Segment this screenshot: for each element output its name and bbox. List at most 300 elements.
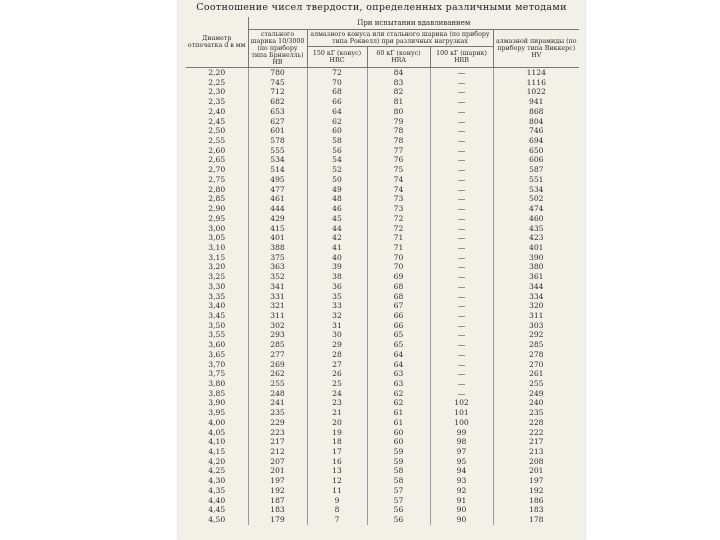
- cell-hrc: 56: [307, 146, 367, 156]
- cell-hrc: 26: [307, 369, 367, 379]
- cell-diameter: 4,45: [208, 505, 226, 515]
- cell-hrc: 20: [307, 418, 367, 428]
- cell-hrb: —: [430, 146, 493, 156]
- cell-hra: 65: [367, 330, 430, 340]
- cell-hb: 352: [248, 272, 307, 282]
- cell-hv: 361: [493, 272, 579, 282]
- cell-diameter: 4,05: [208, 427, 226, 437]
- cell-diameter: 4,40: [208, 495, 226, 505]
- table-row: [186, 496, 579, 506]
- table-row: [186, 418, 579, 428]
- table-row: [186, 204, 579, 214]
- cell-hb: 187: [248, 496, 307, 506]
- cell-hra: 78: [367, 126, 430, 136]
- table-row: [186, 437, 579, 447]
- cell-hv: 183: [493, 505, 579, 515]
- cell-hb: 179: [248, 515, 307, 525]
- cell-hra: 74: [367, 185, 430, 195]
- table-row: [186, 253, 579, 263]
- cell-hv: 380: [493, 262, 579, 272]
- cell-hv: 1124: [493, 68, 579, 78]
- table-row: [186, 107, 579, 117]
- cell-hv: 192: [493, 486, 579, 496]
- cell-hrc: 33: [307, 301, 367, 311]
- cell-hra: 63: [367, 379, 430, 389]
- cell-hb: 534: [248, 155, 307, 165]
- cell-hv: 606: [493, 155, 579, 165]
- cell-hv: 186: [493, 496, 579, 506]
- cell-hrb: 101: [430, 408, 493, 418]
- cell-hrc: 31: [307, 321, 367, 331]
- table-body: [186, 68, 579, 525]
- cell-hrb: —: [430, 204, 493, 214]
- cell-diameter: 3,50: [208, 320, 226, 330]
- cell-hb: 223: [248, 428, 307, 438]
- cell-hb: 321: [248, 301, 307, 311]
- cell-hb: 207: [248, 457, 307, 467]
- cell-hv: 344: [493, 282, 579, 292]
- cell-hra: 56: [367, 505, 430, 515]
- cell-hra: 71: [367, 233, 430, 243]
- cell-hv: 587: [493, 165, 579, 175]
- cell-hrb: —: [430, 214, 493, 224]
- cell-hv: 534: [493, 185, 579, 195]
- cell-hv: 941: [493, 97, 579, 107]
- cell-diameter: 3,10: [208, 242, 226, 252]
- cell-hra: 61: [367, 418, 430, 428]
- cell-hra: 70: [367, 262, 430, 272]
- cell-hrc: 42: [307, 233, 367, 243]
- cell-diameter: 3,70: [208, 359, 226, 369]
- cell-hra: 76: [367, 155, 430, 165]
- cell-hv: 390: [493, 253, 579, 263]
- cell-hrb: —: [430, 107, 493, 117]
- cell-hra: 82: [367, 87, 430, 97]
- cell-hrc: 28: [307, 350, 367, 360]
- table-row: [186, 68, 579, 78]
- cell-diameter: 4,10: [208, 437, 226, 447]
- cell-hra: 68: [367, 282, 430, 292]
- cell-hrb: —: [430, 301, 493, 311]
- cell-hrb: —: [430, 272, 493, 282]
- cell-diameter: 4,35: [208, 485, 226, 495]
- cell-hra: 72: [367, 224, 430, 234]
- cell-diameter: 4,50: [208, 515, 226, 525]
- cell-hra: 84: [367, 68, 430, 78]
- cell-hra: 81: [367, 97, 430, 107]
- cell-hrc: 25: [307, 379, 367, 389]
- cell-hrc: 60: [307, 126, 367, 136]
- table-row: [186, 447, 579, 457]
- cell-hb: 682: [248, 97, 307, 107]
- cell-hrc: 64: [307, 107, 367, 117]
- cell-diameter: 3,25: [208, 272, 226, 282]
- cell-hra: 83: [367, 78, 430, 88]
- table-row: [186, 505, 579, 515]
- cell-hb: 341: [248, 282, 307, 292]
- cell-hra: 74: [367, 175, 430, 185]
- cell-hrb: 91: [430, 496, 493, 506]
- cell-hra: 59: [367, 447, 430, 457]
- cell-hra: 62: [367, 398, 430, 408]
- cell-hrc: 35: [307, 292, 367, 302]
- cell-diameter: 2,95: [208, 213, 226, 223]
- cell-hrc: 72: [307, 68, 367, 78]
- cell-hrb: 90: [430, 515, 493, 525]
- cell-hv: 804: [493, 117, 579, 127]
- cell-hra: 58: [367, 476, 430, 486]
- table-row: [186, 117, 579, 127]
- table-row: [186, 146, 579, 156]
- cell-hb: 415: [248, 224, 307, 234]
- cell-hrc: 29: [307, 340, 367, 350]
- header-diamond-pyramid: алмазной пирамиды (по прибору типа Виккерс) HV: [493, 30, 579, 68]
- cell-hrc: 23: [307, 398, 367, 408]
- cell-hrb: 95: [430, 457, 493, 467]
- cell-diameter: 2,85: [208, 194, 226, 204]
- cell-hb: 285: [248, 340, 307, 350]
- cell-diameter: 3,55: [208, 330, 226, 340]
- cell-hv: 423: [493, 233, 579, 243]
- cell-hv: 474: [493, 204, 579, 214]
- table-row: [186, 292, 579, 302]
- cell-hrb: —: [430, 155, 493, 165]
- cell-hv: 235: [493, 408, 579, 418]
- cell-hra: 75: [367, 165, 430, 175]
- cell-hv: 334: [493, 292, 579, 302]
- cell-hb: 477: [248, 185, 307, 195]
- cell-hv: 228: [493, 418, 579, 428]
- cell-hra: 77: [367, 146, 430, 156]
- table-row: [186, 476, 579, 486]
- header-cone-group: алмазного конуса или стального шарика (по прибору типа Роквелл) при различных нагрузках: [307, 30, 493, 47]
- cell-diameter: 3,35: [208, 291, 226, 301]
- cell-hra: 61: [367, 408, 430, 418]
- table-row: [186, 243, 579, 253]
- cell-diameter: 3,40: [208, 301, 226, 311]
- cell-hv: 292: [493, 330, 579, 340]
- cell-hrb: —: [430, 243, 493, 253]
- cell-hv: 502: [493, 194, 579, 204]
- cell-hb: 262: [248, 369, 307, 379]
- table-row: [186, 389, 579, 399]
- cell-hrc: 19: [307, 428, 367, 438]
- cell-hv: 201: [493, 466, 579, 476]
- cell-diameter: 3,75: [208, 369, 226, 379]
- cell-hrc: 45: [307, 214, 367, 224]
- cell-diameter: 3,05: [208, 233, 226, 243]
- cell-hrc: 46: [307, 204, 367, 214]
- cell-hrb: 92: [430, 486, 493, 496]
- cell-hrc: 32: [307, 311, 367, 321]
- cell-hrb: 99: [430, 428, 493, 438]
- cell-hra: 72: [367, 214, 430, 224]
- cell-diameter: 4,30: [208, 476, 226, 486]
- cell-hb: 745: [248, 78, 307, 88]
- cell-diameter: 4,20: [208, 456, 226, 466]
- table-row: [186, 233, 579, 243]
- cell-hrc: 8: [307, 505, 367, 515]
- cell-diameter: 2,40: [208, 106, 226, 116]
- cell-hra: 64: [367, 360, 430, 370]
- cell-hrb: —: [430, 311, 493, 321]
- cell-diameter: 3,80: [208, 379, 226, 388]
- cell-hrc: 21: [307, 408, 367, 418]
- table-row: [186, 175, 579, 185]
- cell-hv: 401: [493, 243, 579, 253]
- cell-diameter: 4,15: [208, 447, 226, 457]
- cell-hrc: 52: [307, 165, 367, 175]
- cell-hrc: 18: [307, 437, 367, 447]
- cell-hv: 197: [493, 476, 579, 486]
- cell-diameter: 2,90: [208, 204, 226, 214]
- cell-hra: 67: [367, 301, 430, 311]
- table-row: [186, 408, 579, 418]
- cell-hrc: 44: [307, 224, 367, 234]
- cell-diameter: 3,45: [208, 310, 226, 320]
- cell-hb: 461: [248, 194, 307, 204]
- cell-hra: 63: [367, 369, 430, 379]
- cell-hrb: —: [430, 175, 493, 185]
- cell-diameter: 2,35: [208, 97, 226, 107]
- cell-hra: 57: [367, 496, 430, 506]
- cell-hrc: 16: [307, 457, 367, 467]
- cell-hb: 375: [248, 253, 307, 263]
- table-row: [186, 282, 579, 292]
- cell-hb: 401: [248, 233, 307, 243]
- cell-hv: 1116: [493, 78, 579, 88]
- table-row: [186, 165, 579, 175]
- table-row: [186, 194, 579, 204]
- cell-hv: 249: [493, 389, 579, 399]
- cell-hv: 650: [493, 146, 579, 156]
- cell-hb: 277: [248, 350, 307, 360]
- cell-hra: 62: [367, 389, 430, 399]
- cell-hb: 217: [248, 437, 307, 447]
- cell-diameter: 3,85: [208, 388, 226, 398]
- document-page: [178, 0, 585, 540]
- cell-hb: 388: [248, 243, 307, 253]
- cell-diameter: 3,60: [208, 340, 226, 350]
- cell-hv: 208: [493, 457, 579, 467]
- table-row: [186, 87, 579, 97]
- cell-hv: 278: [493, 350, 579, 360]
- cell-hb: 197: [248, 476, 307, 486]
- cell-hrb: —: [430, 340, 493, 350]
- cell-hv: 178: [493, 515, 579, 525]
- cell-diameter: 2,50: [208, 126, 226, 136]
- cell-hrb: —: [430, 165, 493, 175]
- cell-hv: 1022: [493, 87, 579, 97]
- cell-hrc: 24: [307, 389, 367, 399]
- cell-hrb: 100: [430, 418, 493, 428]
- cell-hb: 183: [248, 505, 307, 515]
- cell-hb: 578: [248, 136, 307, 146]
- cell-hb: 555: [248, 146, 307, 156]
- cell-hv: 240: [493, 398, 579, 408]
- cell-diameter: 3,15: [208, 252, 226, 262]
- cell-hrc: 12: [307, 476, 367, 486]
- cell-diameter: 3,95: [208, 408, 226, 418]
- cell-hv: 303: [493, 321, 579, 331]
- cell-hv: 868: [493, 107, 579, 117]
- cell-hrb: —: [430, 117, 493, 127]
- cell-hra: 60: [367, 428, 430, 438]
- cell-hrc: 50: [307, 175, 367, 185]
- cell-hv: 261: [493, 369, 579, 379]
- cell-hrb: 94: [430, 466, 493, 476]
- cell-hra: 65: [367, 340, 430, 350]
- cell-diameter: 3,00: [208, 223, 226, 233]
- cell-hrc: 11: [307, 486, 367, 496]
- cell-diameter: 3,30: [208, 281, 226, 291]
- cell-diameter: 2,70: [208, 165, 226, 175]
- cell-hrc: 17: [307, 447, 367, 457]
- cell-hrc: 66: [307, 97, 367, 107]
- cell-hrb: —: [430, 379, 493, 389]
- cell-hrb: —: [430, 87, 493, 97]
- cell-hra: 78: [367, 136, 430, 146]
- cell-hrb: —: [430, 360, 493, 370]
- cell-hb: 255: [248, 379, 307, 389]
- table-row: [186, 272, 579, 282]
- cell-hrc: 7: [307, 515, 367, 525]
- cell-hra: 56: [367, 515, 430, 525]
- cell-hb: 201: [248, 466, 307, 476]
- cell-hrc: 27: [307, 360, 367, 370]
- cell-hrb: —: [430, 321, 493, 331]
- cell-hb: 331: [248, 292, 307, 302]
- cell-diameter: 2,20: [208, 68, 226, 77]
- cell-hv: 460: [493, 214, 579, 224]
- cell-hb: 712: [248, 87, 307, 97]
- cell-diameter: 2,45: [208, 116, 226, 126]
- cell-hrc: 38: [307, 272, 367, 282]
- cell-hra: 79: [367, 117, 430, 127]
- table-row: [186, 330, 579, 340]
- cell-hv: 255: [493, 379, 579, 389]
- cell-hrb: 98: [430, 437, 493, 447]
- cell-hv: 694: [493, 136, 579, 146]
- cell-hv: 213: [493, 447, 579, 457]
- cell-diameter: 2,65: [208, 155, 226, 165]
- cell-hrc: 62: [307, 117, 367, 127]
- cell-hv: 285: [493, 340, 579, 350]
- cell-hrb: —: [430, 224, 493, 234]
- cell-hv: 320: [493, 301, 579, 311]
- cell-hrb: —: [430, 389, 493, 399]
- cell-hb: 514: [248, 165, 307, 175]
- header-indentation-group: При испытании вдавливанием: [248, 17, 579, 30]
- table-row: [186, 515, 579, 525]
- table-row: [186, 486, 579, 496]
- table-row: [186, 379, 579, 389]
- cell-hrc: 54: [307, 155, 367, 165]
- cell-hv: 270: [493, 360, 579, 370]
- table-row: [186, 340, 579, 350]
- cell-hb: 429: [248, 214, 307, 224]
- cell-hrb: 90: [430, 505, 493, 515]
- table-row: [186, 136, 579, 146]
- cell-hra: 69: [367, 272, 430, 282]
- cell-hrc: 9: [307, 496, 367, 506]
- cell-hrc: 49: [307, 185, 367, 195]
- cell-diameter: 2,60: [208, 145, 226, 155]
- header-load-100: 100 кГ (шарик) HRB: [430, 47, 493, 68]
- cell-hrc: 48: [307, 194, 367, 204]
- cell-hb: 235: [248, 408, 307, 418]
- header-load-60: 60 кГ (конус) HRA: [367, 47, 430, 68]
- cell-hrb: —: [430, 330, 493, 340]
- table-row: [186, 457, 579, 467]
- table-row: [186, 185, 579, 195]
- table-row: [186, 78, 579, 88]
- cell-diameter: 2,75: [208, 174, 226, 184]
- cell-hb: 627: [248, 117, 307, 127]
- cell-hrb: —: [430, 194, 493, 204]
- cell-hb: 363: [248, 262, 307, 272]
- hardness-table: [186, 17, 579, 525]
- cell-hb: 495: [248, 175, 307, 185]
- cell-hb: 601: [248, 126, 307, 136]
- cell-hra: 71: [367, 243, 430, 253]
- table-row: [186, 311, 579, 321]
- cell-hrb: —: [430, 233, 493, 243]
- cell-hrb: —: [430, 126, 493, 136]
- page-title: Соотношение чисел твердости, определенных различными методами: [196, 2, 567, 13]
- cell-hb: 229: [248, 418, 307, 428]
- cell-diameter: 4,00: [208, 417, 226, 427]
- table-row: [186, 321, 579, 331]
- cell-diameter: 2,80: [208, 184, 226, 194]
- cell-hra: 59: [367, 457, 430, 467]
- table-row: [186, 466, 579, 476]
- cell-hv: 222: [493, 428, 579, 438]
- table-row: [186, 350, 579, 360]
- header-steel-ball: стального шарика 10/3000 (по прибору типа Бринелль) HB: [248, 30, 307, 68]
- table-row: [186, 369, 579, 379]
- cell-hrc: 40: [307, 253, 367, 263]
- table-row: [186, 262, 579, 272]
- cell-hb: 248: [248, 389, 307, 399]
- table-row: [186, 126, 579, 136]
- cell-hb: 302: [248, 321, 307, 331]
- cell-hv: 217: [493, 437, 579, 447]
- cell-hra: 58: [367, 466, 430, 476]
- cell-hrc: 68: [307, 87, 367, 97]
- table-row: [186, 97, 579, 107]
- cell-hb: 241: [248, 398, 307, 408]
- cell-hra: 66: [367, 311, 430, 321]
- cell-hra: 70: [367, 253, 430, 263]
- cell-hra: 60: [367, 437, 430, 447]
- cell-hrb: —: [430, 262, 493, 272]
- cell-hrb: 102: [430, 398, 493, 408]
- cell-hra: 80: [367, 107, 430, 117]
- cell-hb: 653: [248, 107, 307, 117]
- cell-hrb: —: [430, 292, 493, 302]
- cell-hv: 435: [493, 224, 579, 234]
- cell-diameter: 3,65: [208, 349, 226, 359]
- cell-hb: 780: [248, 68, 307, 78]
- cell-hrb: —: [430, 78, 493, 88]
- cell-hrb: 97: [430, 447, 493, 457]
- cell-hrc: 13: [307, 466, 367, 476]
- table-row: [186, 301, 579, 311]
- cell-hv: 311: [493, 311, 579, 321]
- cell-hra: 73: [367, 194, 430, 204]
- cell-diameter: 2,25: [208, 77, 226, 87]
